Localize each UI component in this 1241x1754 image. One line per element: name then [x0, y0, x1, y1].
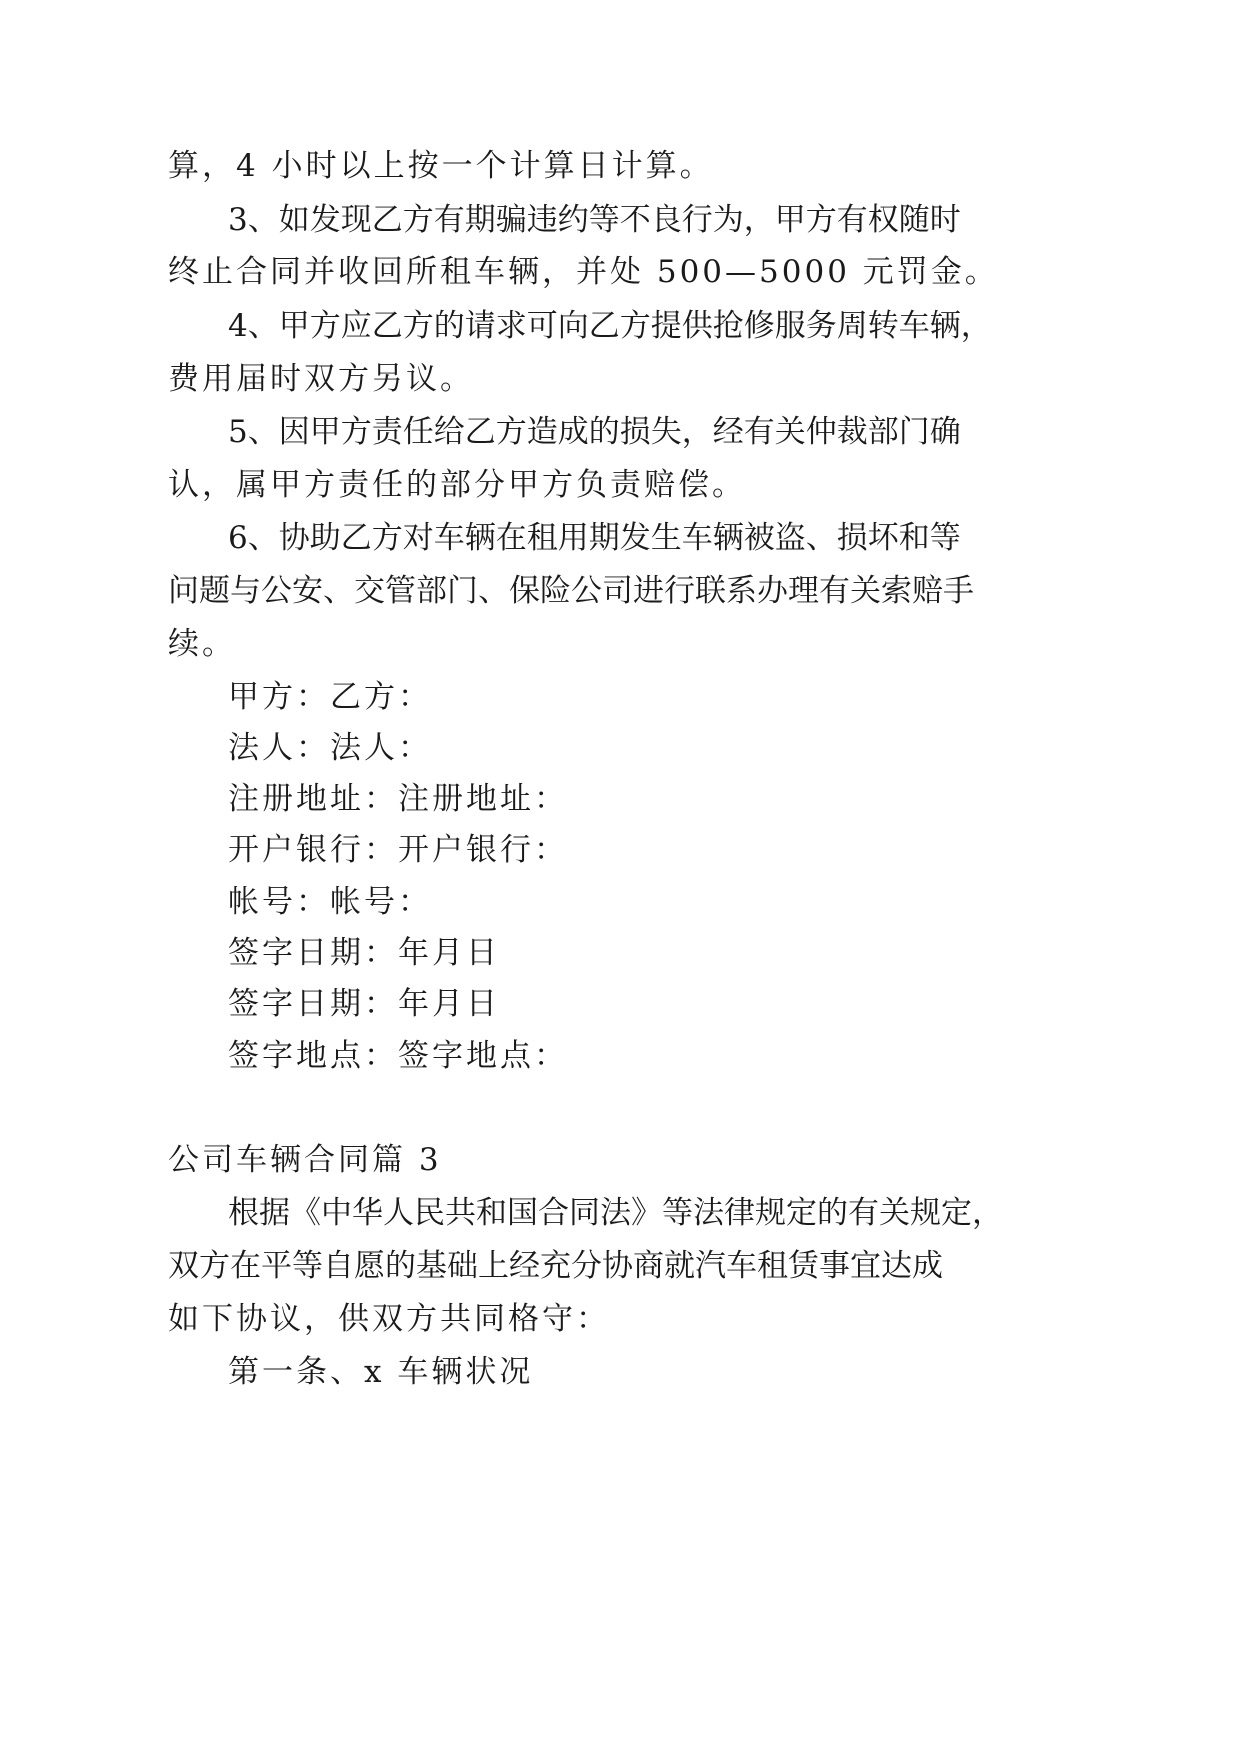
clause-6-line-3: 续。 [168, 626, 236, 662]
article-1-heading: 第一条、x 车辆状况 [228, 1354, 534, 1390]
section-intro-line-3: 如下协议，供双方共同格守： [168, 1301, 610, 1337]
clause-4-line-1: 4、甲方应乙方的请求可向乙方提供抢修服务周转车辆， [228, 308, 992, 344]
clause-5-line-2: 认，属甲方责任的部分甲方负责赔偿。 [168, 467, 746, 503]
signature-legal-person: 法人：法人： [228, 730, 432, 766]
signature-date-2: 签字日期：年月日 [228, 986, 500, 1022]
section-intro-line-1: 根据《中华人民共和国合同法》等法律规定的有关规定， [228, 1195, 1003, 1231]
signature-date-1: 签字日期：年月日 [228, 935, 500, 971]
signature-account: 帐号：帐号： [228, 884, 432, 920]
clause-4-line-2: 费用届时双方另议。 [168, 361, 474, 397]
clause-2-tail: 算，4 小时以上按一个计算日计算。 [168, 148, 714, 184]
clause-5-line-1: 5、因甲方责任给乙方造成的损失，经有关仲裁部门确 [228, 414, 961, 450]
signature-parties: 甲方：乙方： [228, 679, 432, 715]
signature-place: 签字地点：签字地点： [228, 1038, 568, 1074]
clause-3-line-1: 3、如发现乙方有期骗违约等不良行为，甲方有权随时 [228, 202, 961, 238]
clause-3-line-2: 终止合同并收回所租车辆，并处 500—5000 元罚金。 [168, 254, 999, 290]
clause-6-line-2: 问题与公安、交管部门、保险公司进行联系办理有关索赔手 [168, 573, 974, 609]
clause-6-line-1: 6、协助乙方对车辆在租用期发生车辆被盗、损坏和等 [228, 520, 961, 556]
signature-registered-address: 注册地址：注册地址： [228, 781, 568, 817]
section-intro-line-2: 双方在平等自愿的基础上经充分协商就汽车租赁事宜达成 [168, 1248, 943, 1284]
signature-bank: 开户银行：开户银行： [228, 832, 568, 868]
section-heading: 公司车辆合同篇 3 [168, 1142, 442, 1178]
